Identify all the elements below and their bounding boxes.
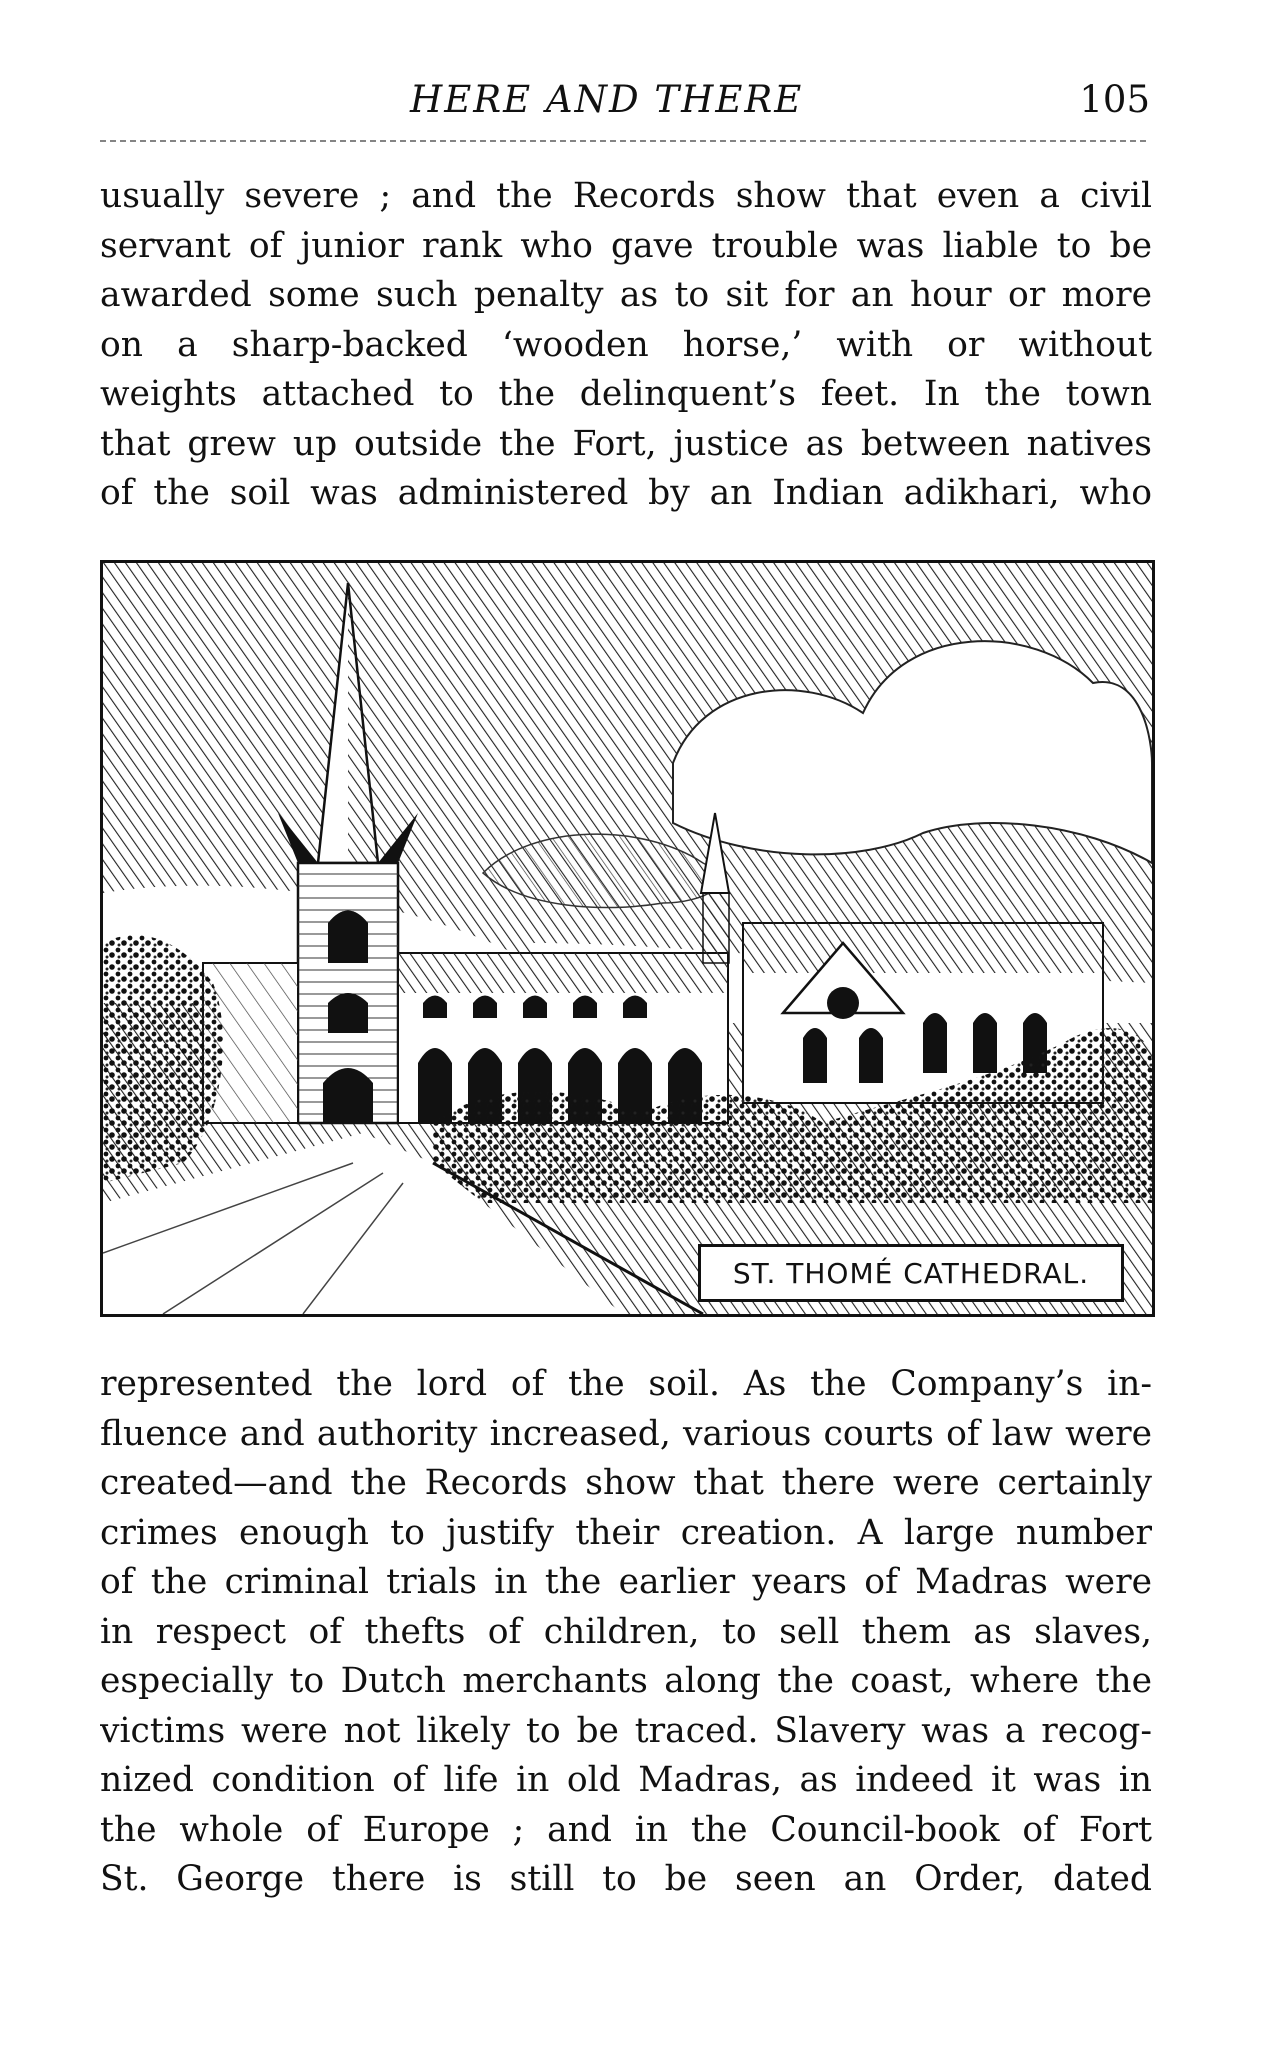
text-line: crimes enough to justify their creation. A large number — [100, 1512, 1152, 1553]
text-line: fluence and authority increased, various courts of law were — [100, 1413, 1152, 1454]
text-line: of the soil was administered by an Indian adikhari, who — [100, 473, 1152, 513]
text-line: awarded some such penalty as to sit for an hour or more — [100, 275, 1152, 315]
tower-door — [323, 1068, 373, 1123]
text-line: created—and the Records show that there were certainly — [100, 1463, 1152, 1503]
text-line: weights attached to the delinquent’s feet. In the town — [100, 374, 1152, 414]
paragraph-top — [100, 172, 1152, 519]
paragraph-bottom — [100, 1360, 1152, 1905]
text-line: especially to Dutch merchants along the coast, where the — [100, 1661, 1152, 1701]
page-number: 105 — [1079, 78, 1150, 121]
text-line: the whole of Europe ; and in the Council-book of Fort — [100, 1809, 1152, 1850]
text-line: that grew up outside the Fort, justice as between natives — [100, 423, 1152, 464]
small-tower — [703, 893, 729, 963]
text-line: nized condition of life in old Madras, as indeed it was in — [100, 1760, 1152, 1800]
transept-roof — [743, 923, 1103, 973]
text-line: victims were not likely to be traced. Slavery was a recog- — [100, 1710, 1152, 1751]
tower-window — [328, 911, 368, 964]
running-head: HERE AND THERE — [410, 78, 804, 121]
text-line: on a sharp-backed ‘wooden horse,’ with or without — [100, 324, 1152, 365]
page-header — [100, 78, 1150, 128]
figure-caption: ST. THOMÉ CATHEDRAL. — [698, 1244, 1124, 1302]
text-line: St. George there is still to be seen an Order, dated — [100, 1859, 1152, 1899]
cathedral-illustration — [100, 560, 1155, 1317]
nave-roof — [398, 953, 728, 993]
rose-window — [827, 987, 859, 1019]
cathedral-engraving — [103, 563, 1152, 1314]
tower-window — [328, 993, 368, 1033]
text-line: servant of junior rank who gave trouble was liable to be — [100, 225, 1152, 266]
text-line: of the criminal trials in the earlier years of Madras were — [100, 1562, 1152, 1602]
text-line: represented the lord of the soil. As the Company’s in- — [100, 1364, 1152, 1404]
text-line: usually severe ; and the Records show that even a civil — [100, 176, 1152, 216]
text-line: in respect of thefts of children, to sell them as slaves, — [100, 1611, 1152, 1652]
header-rule — [100, 140, 1150, 142]
